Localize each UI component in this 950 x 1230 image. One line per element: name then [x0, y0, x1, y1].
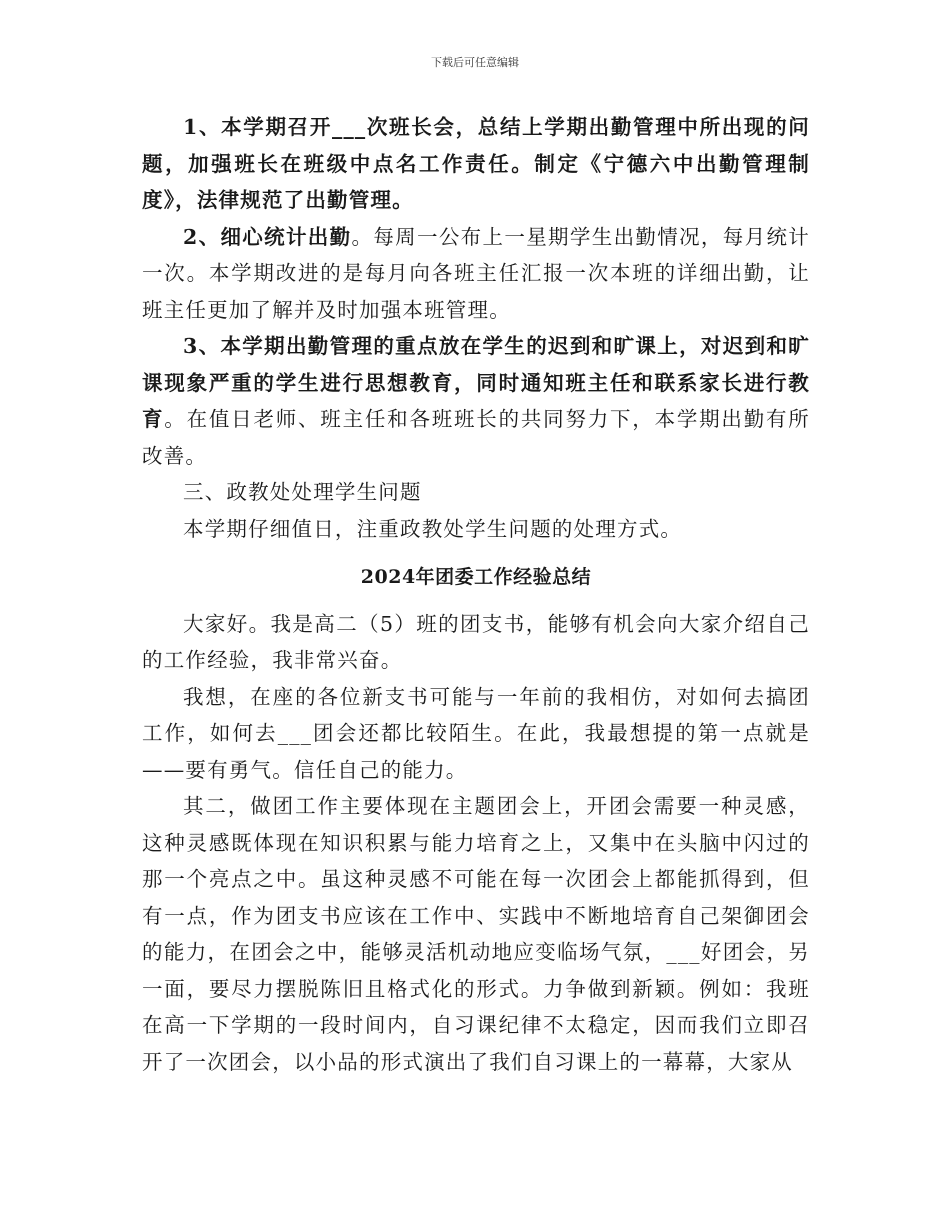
paragraph-6: 大家好。我是高二（5）班的团支书，能够有机会向大家介绍自己的工作经验，我非常兴奋。 [142, 611, 810, 672]
paragraph-7: 我想，在座的各位新支书可能与一年前的我相仿，对如何去搞团工作，如何去___团会还都比较陌生。在此，我最想提的第一点就是——要有勇气。信任自己的能力。 [142, 684, 810, 782]
paragraph-2-text: 。每周一公布上一星期学生出勤情况，每月统计一次。本学期改进的是每月向各班主任汇报一次本班的详细出勤，让班主任更加了解并及时加强本班管理。 [142, 224, 810, 322]
paragraph-8: 其二，做团工作主要体现在主题团会上，开团会需要一种灵感，这种灵感既体现在知识积累与能力培育之上，又集中在头脑中闪过的那一个亮点之中。虽这种灵感不可能在每一次团会上都能抓得到，但有一点，作为团支书应该在工作中、实践中不断地培育自己架御团会的能力，在团会之中，能够灵活机动地应变临场气氛，___好团会，另一面，要尽力摆脱陈旧且格式化的形式。力争做到新颖。例如：我班在高一下学期的一段时间内，自习课纪律不太稳定，因而我们立即召开了一次团会，以小品的形式演出了我们自习课上的一幕幕，大家从 [142, 794, 810, 1074]
paragraph-3-bold: 3、本学期出勤管理的重点放在学生的迟到和旷课上，对迟到和旷课现象严重的学生进行思想教育，同时通知班主任和联系家长进行教育 [142, 334, 810, 431]
paragraph-2 [142, 219, 810, 329]
page-header: 下载后可任意编辑 [431, 56, 519, 69]
section-heading-3: 三、政教处处理学生问题 [183, 480, 422, 504]
paragraph-1: 1、本学期召开___次班长会，总结上学期出勤管理中所出现的问题，加强班长在班级中点名工作责任。制定《宁德六中出勤管理制度》，法律规范了出勤管理。 [142, 115, 810, 212]
paragraph-5: 本学期仔细值日，注重政教处学生问题的处理方式。 [183, 516, 683, 541]
paragraph-2-bold: 2、细心统计出勤 [183, 224, 352, 249]
document-body [142, 109, 810, 1080]
document-title: 2024年团委工作经验总结 [360, 566, 592, 588]
paragraph-3-text: 。在值日老师、班主任和各班班长的共同努力下，本学期出勤有所改善。 [142, 407, 810, 468]
paragraph-3 [142, 328, 810, 474]
